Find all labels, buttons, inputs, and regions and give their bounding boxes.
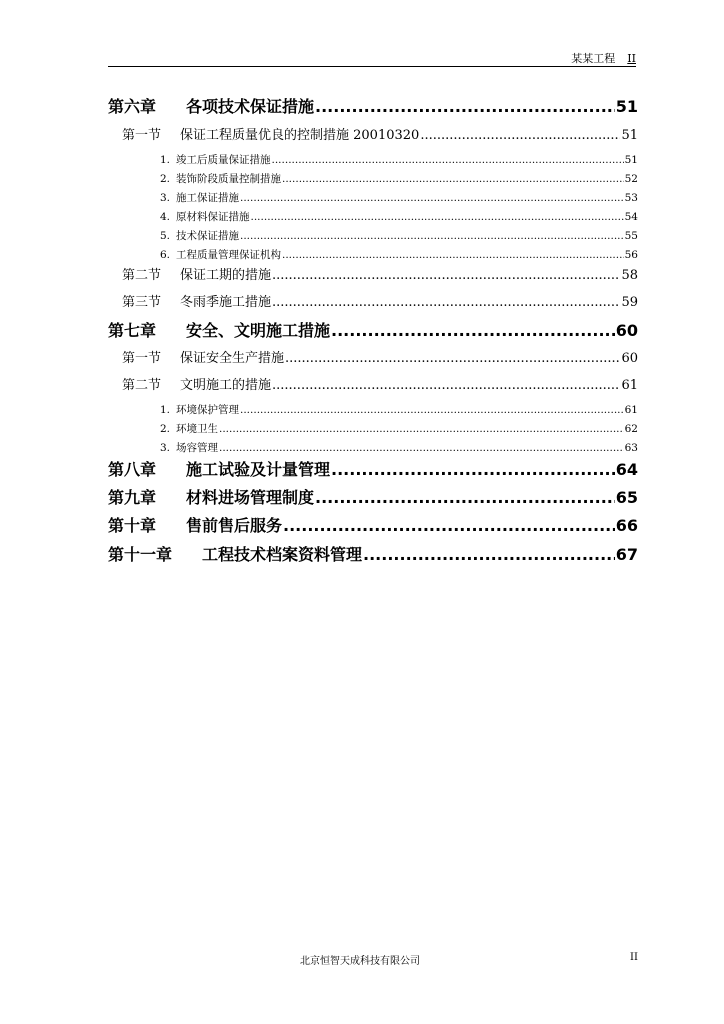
toc-title: 施工保证措施	[176, 192, 239, 204]
toc-title: 安全、文明施工措施	[186, 321, 331, 340]
toc-item-7-2-1[interactable]	[160, 402, 638, 417]
toc-title: 装饰阶段质量控制措施	[176, 173, 281, 185]
toc-page: 53	[624, 192, 638, 204]
toc-number: 2.	[160, 423, 171, 435]
toc-title: 文明施工的措施	[180, 378, 272, 393]
toc-title: 工程质量管理保证机构	[176, 249, 281, 261]
toc-number: 第二节	[122, 268, 162, 283]
toc-page: 52	[624, 173, 638, 185]
toc-leader	[282, 249, 624, 261]
toc-title: 场容管理	[176, 442, 218, 454]
toc-title: 冬雨季施工措施	[180, 295, 272, 310]
toc-title: 材料进场管理制度	[186, 488, 315, 507]
toc-chapter-10[interactable]	[108, 513, 638, 536]
toc-leader	[272, 154, 624, 166]
header-text	[571, 50, 636, 66]
toc-title: 保证工期的措施	[180, 268, 272, 283]
toc-leader	[219, 442, 624, 454]
toc-title: 保证安全生产措施	[180, 351, 285, 366]
toc-number: 第六章	[108, 97, 157, 116]
toc-page: 62	[624, 423, 638, 435]
toc-leader	[240, 230, 624, 242]
toc-page: 61	[624, 404, 638, 416]
toc-title: 工程技术档案资料管理	[202, 545, 363, 564]
toc-leader	[240, 192, 624, 204]
toc-item-7-2-3[interactable]	[160, 440, 638, 455]
toc-leader	[219, 423, 624, 435]
toc-page: 51	[615, 97, 638, 116]
toc-page: 66	[615, 516, 638, 535]
toc-page: 54	[624, 211, 638, 223]
toc-page: 55	[624, 230, 638, 242]
toc-chapter-8[interactable]	[108, 457, 638, 480]
toc-leader	[420, 128, 620, 143]
toc-page: 63	[624, 442, 638, 454]
toc-title: 竣工后质量保证措施	[176, 154, 271, 166]
toc-number: 1.	[160, 404, 171, 416]
toc-chapter-11[interactable]	[108, 542, 638, 565]
toc-leader	[315, 97, 615, 116]
toc-number: 3.	[160, 442, 171, 454]
toc-page: 67	[615, 545, 638, 564]
toc-number: 第二节	[122, 378, 162, 393]
toc-number: 第一节	[122, 351, 162, 366]
toc-title: 环境卫生	[176, 423, 218, 435]
toc-leader	[283, 516, 615, 535]
toc-number: 第一节	[122, 128, 162, 143]
toc-leader	[272, 378, 620, 393]
toc-title: 技术保证措施	[176, 230, 239, 242]
header-title: 某某工程	[571, 52, 616, 65]
toc-item-6-1-2[interactable]	[160, 171, 638, 186]
toc-number: 4.	[160, 211, 171, 223]
toc-leader	[272, 295, 620, 310]
toc-page: 51	[624, 154, 638, 166]
toc-item-6-1-6[interactable]	[160, 247, 638, 262]
toc-leader	[315, 488, 615, 507]
toc-leader	[363, 545, 615, 564]
toc-number: 1.	[160, 154, 171, 166]
toc-number: 第十章	[108, 516, 157, 535]
toc-number: 5.	[160, 230, 171, 242]
toc-number: 第三节	[122, 295, 162, 310]
toc-chapter-7[interactable]	[108, 318, 638, 341]
toc-leader	[285, 351, 620, 366]
toc-title: 各项技术保证措施	[186, 97, 315, 116]
toc-number: 2.	[160, 173, 171, 185]
toc-section-6-3[interactable]	[122, 291, 638, 310]
toc-item-6-1-4[interactable]	[160, 209, 638, 224]
toc-title: 施工试验及计量管理	[186, 460, 331, 479]
toc-number: 6.	[160, 249, 171, 261]
toc-section-7-2[interactable]	[122, 374, 638, 393]
toc-leader	[272, 268, 620, 283]
toc-page: 61	[621, 378, 638, 393]
toc-section-7-1[interactable]	[122, 347, 638, 366]
toc-item-6-1-3[interactable]	[160, 190, 638, 205]
toc-leader	[282, 173, 624, 185]
toc-page: 64	[615, 460, 638, 479]
toc-page: 60	[615, 321, 638, 340]
toc-leader	[240, 404, 624, 416]
toc-page: 58	[621, 268, 638, 283]
toc-leader	[251, 211, 624, 223]
toc-item-7-2-2[interactable]	[160, 421, 638, 436]
toc-number: 3.	[160, 192, 171, 204]
toc-chapter-6[interactable]	[108, 94, 638, 117]
toc-leader	[331, 460, 615, 479]
toc-number: 第七章	[108, 321, 157, 340]
toc-page: 56	[624, 249, 638, 261]
toc-item-6-1-1[interactable]	[160, 152, 638, 167]
toc-page: 59	[621, 295, 638, 310]
toc-number: 第十一章	[108, 545, 173, 564]
toc-page: 51	[621, 128, 638, 143]
toc-section-6-2[interactable]	[122, 264, 638, 283]
toc-title: 原材料保证措施	[176, 211, 250, 223]
toc-chapter-9[interactable]	[108, 485, 638, 508]
toc-title: 售前售后服务	[186, 516, 283, 535]
toc-title: 环境保护管理	[176, 404, 239, 416]
page-header	[108, 50, 636, 67]
footer-page-number: II	[630, 952, 638, 963]
toc-section-6-1[interactable]	[122, 124, 638, 143]
header-page-number: II	[627, 52, 636, 65]
toc-page: 60	[621, 351, 638, 366]
toc-title: 保证工程质量优良的控制措施 20010320	[180, 128, 420, 143]
toc-number: 第八章	[108, 460, 157, 479]
toc-item-6-1-5[interactable]	[160, 228, 638, 243]
toc-page: 65	[615, 488, 638, 507]
toc-leader	[331, 321, 615, 340]
footer-company: 北京恒智天成科技有限公司	[300, 956, 420, 967]
toc-number: 第九章	[108, 488, 157, 507]
